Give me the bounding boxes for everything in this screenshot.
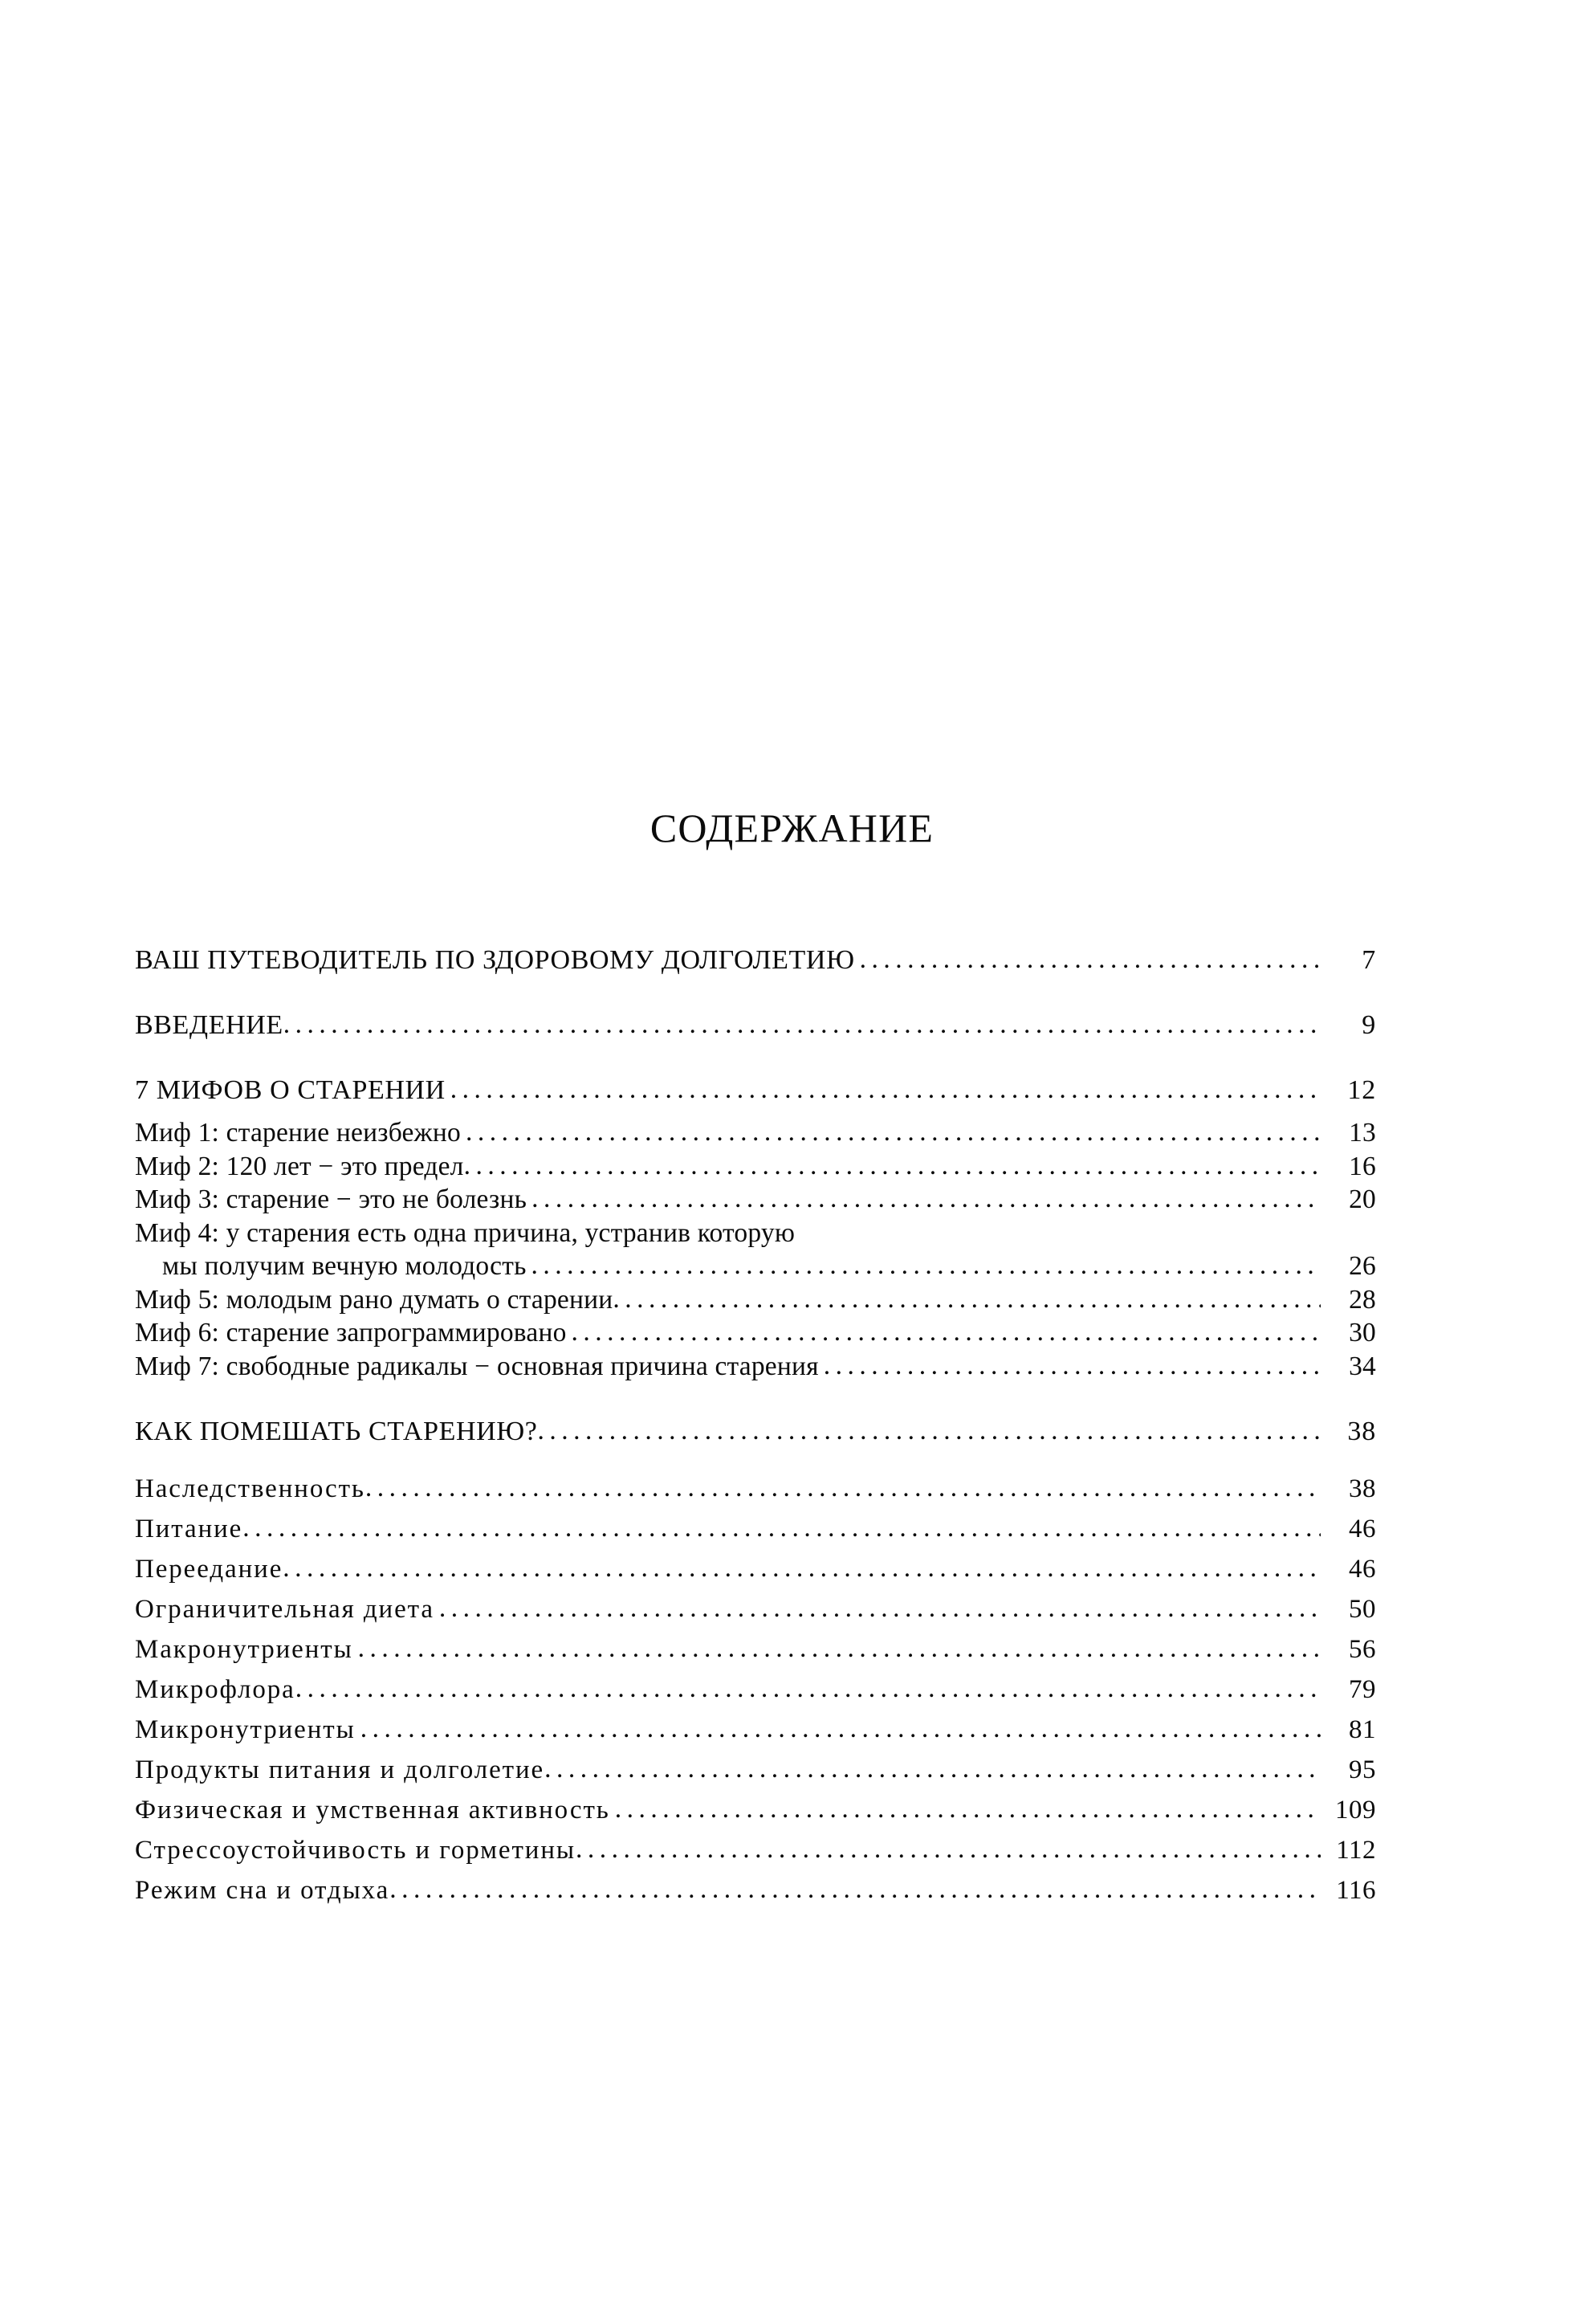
dot-leader [365,1468,1321,1507]
toc-entry[interactable] [135,1710,1376,1750]
toc-entry-page: 16 [1349,1151,1376,1181]
toc-entry-page: 28 [1349,1284,1376,1315]
toc-entry-label: Ограничительная диета [135,1595,434,1624]
toc-entry-label: Стрессоустойчивость и горметины [135,1836,576,1865]
spacer [135,1042,1376,1074]
toc-entry[interactable] [135,1549,1376,1589]
toc-entry-label: ВАШ ПУТЕВОДИТЕЛЬ ПО ЗДОРОВОМУ ДОЛГОЛЕТИЮ [135,945,855,975]
toc-entry[interactable] [135,1629,1376,1670]
toc-entry-page: 20 [1349,1184,1376,1214]
toc-entry-label: 7 МИФОВ О СТАРЕНИИ [135,1075,446,1105]
toc-entry-page: 116 [1336,1876,1376,1905]
toc-entry-label: Режим сна и отдыха [135,1876,390,1905]
spacer [135,1448,1376,1469]
toc-entry-label: Миф 6: старение запрограммировано [135,1318,567,1348]
dot-leader [615,1789,1321,1829]
toc-entry-label: Микронутриенты [135,1715,356,1744]
toc-entry-page: 109 [1335,1796,1376,1825]
dot-leader [360,1709,1321,1748]
dot-leader [295,1669,1321,1708]
toc-entry-page: 13 [1349,1118,1376,1148]
toc-entry-page: 112 [1336,1836,1376,1865]
toc-entry-page: 56 [1349,1635,1376,1664]
toc-entry-page: 7 [1362,945,1376,975]
dot-leader [389,1869,1321,1909]
toc-entry[interactable] [135,1790,1376,1830]
toc-entry-label: Питание [135,1515,243,1543]
dot-leader [613,1282,1321,1316]
dot-leader [464,1149,1321,1183]
dot-leader [531,1182,1321,1216]
toc-entry-label: Микрофлора [135,1675,295,1704]
toc-entry-page: 95 [1349,1755,1376,1784]
toc-entry-page: 46 [1349,1515,1376,1543]
dot-leader [576,1829,1321,1869]
dot-leader [283,1548,1321,1588]
toc-entry[interactable] [135,1469,1376,1509]
toc-entry[interactable] [135,1217,1376,1250]
toc-entry-label: Миф 7: свободные радикалы − основная причина старения [135,1351,819,1381]
toc-entry-label: Физическая и умственная активность [135,1796,610,1825]
toc-entry-continuation[interactable] [135,1250,1376,1283]
toc-entry[interactable] [135,1415,1376,1448]
toc-entry[interactable] [135,1589,1376,1629]
toc-entry[interactable] [135,1074,1376,1107]
toc-entry-page: 46 [1349,1555,1376,1584]
toc-entry-label: Миф 3: старение − это не болезнь [135,1184,527,1214]
toc-entry-label: Продукты питания и долголетие [135,1755,545,1784]
toc-entry[interactable] [135,1316,1376,1350]
toc-entry-page: 50 [1349,1595,1376,1624]
dot-leader [466,1115,1321,1149]
toc-entry-page: 34 [1349,1351,1376,1381]
toc-entry-page: 12 [1347,1075,1376,1105]
toc-entry-label: мы получим вечную молодость [162,1251,527,1281]
dot-leader [283,1008,1321,1041]
table-of-contents [135,944,1376,1910]
toc-entry-label: Миф 1: старение неизбежно [135,1118,461,1148]
toc-entry[interactable] [135,1870,1376,1910]
dot-leader [860,943,1321,976]
toc-entry-label: Макронутриенты [135,1635,353,1664]
toc-entry[interactable] [135,1283,1376,1317]
toc-entry-label: Переедание [135,1555,283,1584]
toc-entry-page: 79 [1349,1675,1376,1704]
dot-leader [572,1315,1321,1349]
toc-entry[interactable] [135,1150,1376,1184]
dot-leader [824,1349,1321,1383]
toc-entry-page: 26 [1349,1251,1376,1281]
spacer [135,976,1376,1009]
toc-entry[interactable] [135,1350,1376,1384]
toc-entry[interactable] [135,1670,1376,1710]
dot-leader [358,1629,1321,1668]
toc-entry[interactable] [135,1009,1376,1042]
toc-entry[interactable] [135,1183,1376,1217]
toc-entry[interactable] [135,1750,1376,1790]
toc-entry-label: Наследственность [135,1474,365,1503]
toc-entry-label: Миф 5: молодым рано думать о старении [135,1284,613,1315]
dot-leader [439,1588,1321,1628]
toc-entry[interactable] [135,944,1376,976]
spacer [135,1383,1376,1415]
dot-leader [538,1414,1321,1447]
toc-entry[interactable] [135,1830,1376,1870]
toc-entry[interactable] [135,1509,1376,1549]
toc-entry-page: 30 [1349,1318,1376,1348]
page-title: СОДЕРЖАНИЕ [649,805,935,850]
toc-entry-page: 9 [1362,1010,1376,1040]
toc-entry-label: Миф 2: 120 лет − это предел [135,1151,464,1181]
toc-entry-page: 81 [1349,1715,1376,1744]
toc-entry-label: Миф 4: у старения есть одна причина, устранив которую [135,1217,796,1248]
toc-entry-page: 38 [1347,1417,1376,1446]
toc-entry-label: КАК ПОМЕШАТЬ СТАРЕНИЮ? [135,1417,538,1446]
dot-leader [450,1073,1321,1106]
dot-leader [242,1508,1321,1547]
toc-entry-page: 38 [1349,1474,1376,1503]
toc-entry[interactable] [135,1116,1376,1150]
dot-leader [544,1749,1321,1788]
dot-leader [531,1249,1321,1282]
toc-entry-label: ВВЕДЕНИЕ [135,1010,283,1040]
